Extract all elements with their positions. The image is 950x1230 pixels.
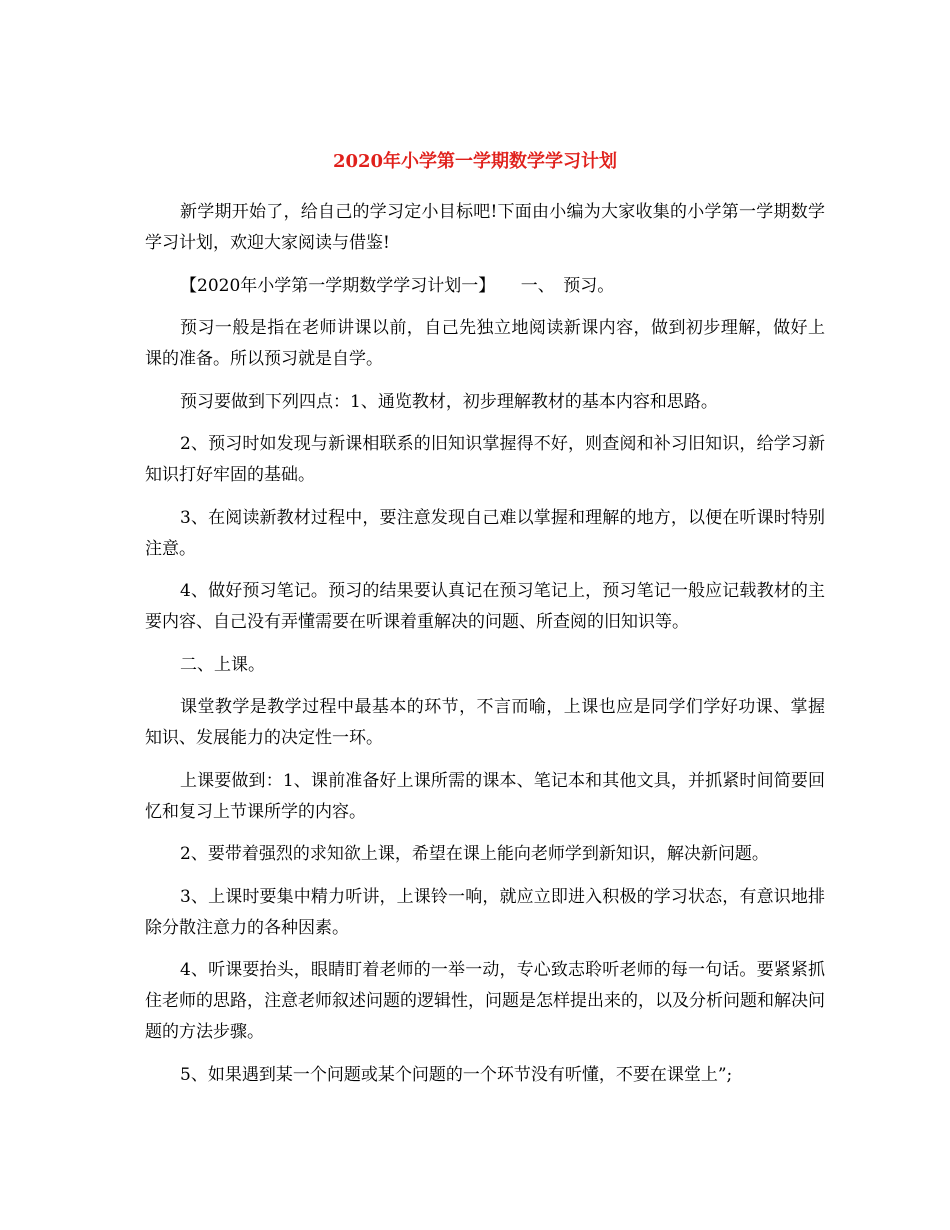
body-paragraph: 新学期开始了，给自己的学习定小目标吧!下面由小编为大家收集的小学第一学期数学学习计划，欢迎大家阅读与借鉴! bbox=[145, 202, 825, 253]
body-paragraph: 【2020年小学第一学期数学学习计划一】 一、 预习。 bbox=[180, 275, 615, 296]
body-paragraph: 2、要带着强烈的求知欲上课，希望在课上能向老师学到新知识，解决新问题。 bbox=[180, 844, 769, 864]
document-title: 2020年小学第一学期数学学习计划 bbox=[332, 151, 618, 173]
body-paragraph: 4、做好预习笔记。预习的结果要认真记在预习笔记上，预习笔记一般应记载教材的主要内容、自己没有弄懂需要在听课着重解决的问题、所查阅的旧知识等。 bbox=[145, 581, 825, 632]
body-paragraph: 5、如果遇到某一个问题或某个问题的一个环节没有听懂，不要在课堂上”; bbox=[180, 1064, 733, 1085]
body-paragraph: 3、上课时要集中精力听讲，上课铃一响，就应立即进入积极的学习状态，有意识地排除分散注意力的各种因素。 bbox=[145, 886, 825, 938]
document-body bbox=[145, 197, 825, 1102]
body-paragraph: 二、上课。 bbox=[180, 654, 265, 675]
body-paragraph: 2、预习时如发现与新课相联系的旧知识掌握得不好，则查阅和补习旧知识，给学习新知识打好牢固的基础。 bbox=[145, 434, 825, 485]
body-paragraph: 预习一般是指在老师讲课以前，自己先独立地阅读新课内容，做到初步理解，做好上课的准备。所以预习就是自学。 bbox=[145, 318, 825, 369]
body-paragraph: 3、在阅读新教材过程中，要注意发现自己难以掌握和理解的地方，以便在听课时特别注意。 bbox=[145, 507, 825, 559]
body-paragraph: 4、听课要抬头，眼睛盯着老师的一举一动，专心致志聆听老师的每一句话。要紧紧抓住老师的思路，注意老师叙述问题的逻辑性，问题是怎样提出来的，以及分析问题和解决问题的方法步骤。 bbox=[145, 960, 825, 1042]
body-paragraph: 上课要做到：1、课前准备好上课所需的课本、笔记本和其他文具，并抓紧时间简要回忆和复习上节课所学的内容。 bbox=[145, 770, 825, 822]
body-paragraph: 预习要做到下列四点：1、通览教材，初步理解教材的基本内容和思路。 bbox=[180, 391, 718, 412]
body-paragraph: 课堂教学是教学过程中最基本的环节，不言而喻，上课也应是同学们学好功课、掌握知识、发展能力的决定性一环。 bbox=[145, 697, 825, 748]
